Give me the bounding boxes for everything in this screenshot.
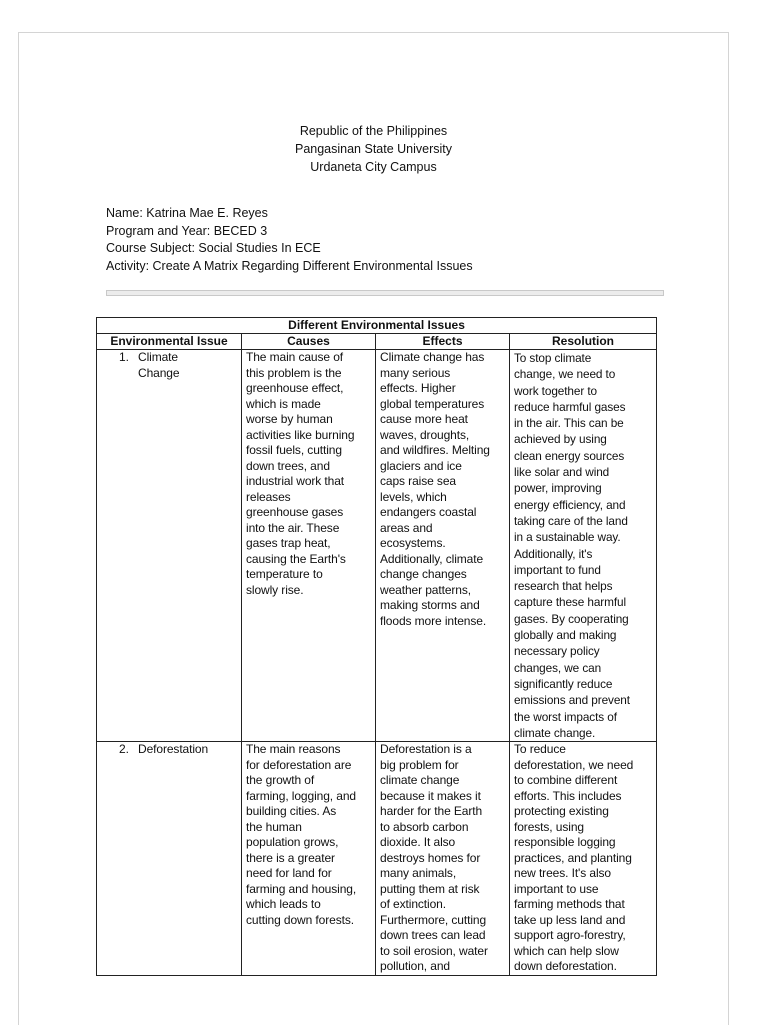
resolution-cell: To stop climate change, we need to work together to reduce harmful gases in the air. This can be achieved by using clean energy sources like solar and wind power, improving energy efficiency, and taking care of the land in a sustainable way. Additionally, it's important to fund research that helps capture these harmful gases. By cooperating globally and making necessary policy changes, we can significantly reduce emissions and prevent the worst impacts of climate change. (510, 350, 657, 742)
resolution-cell: To reduce deforestation, we need to combine different efforts. This includes protecting existing forests, using responsible logging practices, and planting new trees. It's also important to use farming methods that take up less land and support agro-forestry, which can help slow down deforestation. (510, 742, 657, 976)
activity-title: Activity: Create A Matrix Regarding Different Environmental Issues (106, 258, 473, 273)
causes-cell: The main reasons for deforestation are the growth of farming, logging, and building cities. As the human population grows, there is a greater need for land for farming and housing, which leads to cutting down forests. (242, 742, 376, 976)
header-campus: Urdaneta City Campus (310, 160, 437, 174)
header-university: Pangasinan State University (294, 142, 453, 156)
effects-cell: Deforestation is a big problem for climate change because it makes it harder for the Earth to absorb carbon dioxide. It also destroys homes for many animals, putting them at risk of extinction. Furthermore, cutting down trees can lead to soil erosion, water pollution, and (376, 742, 510, 976)
issue-cell (97, 350, 242, 742)
table-row (97, 742, 657, 976)
course-subject: Course Subject: Social Studies In ECE (106, 241, 321, 255)
column-header-causes: Causes (242, 334, 376, 350)
horizontal-rule (106, 290, 664, 296)
issue-number: 2. (118, 742, 129, 757)
issue-cell (97, 742, 242, 976)
header-country: Republic of the Philippines (299, 124, 448, 138)
issue-name: Climate Change (138, 350, 180, 380)
issue-name: Deforestation (138, 742, 209, 757)
table-row (97, 350, 657, 742)
causes-cell: The main cause of this problem is the greenhouse effect, which is made worse by human activities like burning fossil fuels, cutting down trees, and industrial work that releases greenhouse gases into the air. These gases trap heat, causing the Earth's temperature to slowly rise. (242, 350, 376, 742)
table-title: Different Environmental Issues (97, 318, 657, 334)
effects-cell: Climate change has many serious effects. Higher global temperatures cause more heat waves, droughts, and wildfires. Melting glaciers and ice caps raise sea levels, which endangers coastal areas and ecosystems. Additionally, climate change changes weather patterns, making storms and floods more intense. (376, 350, 510, 742)
column-header-issue: Environmental Issue (97, 334, 242, 350)
document-header (19, 122, 728, 176)
issue-number: 1. (118, 350, 129, 364)
document-page (18, 32, 729, 1025)
issues-matrix-table (96, 317, 657, 976)
column-header-effects: Effects (376, 334, 510, 350)
student-name: Name: Katrina Mae E. Reyes (106, 206, 268, 220)
student-info (106, 205, 473, 275)
program-year: Program and Year: BECED 3 (106, 223, 268, 238)
column-header-resolution: Resolution (510, 334, 657, 350)
